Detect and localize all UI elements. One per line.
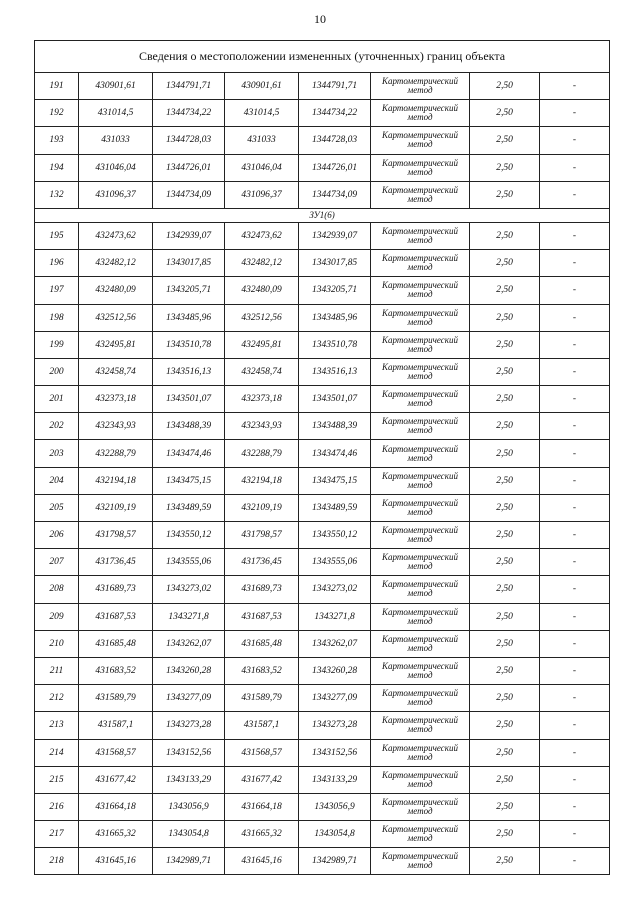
y-existing-cell: 1343277,09 xyxy=(153,685,225,712)
y-existing-cell: 1343550,12 xyxy=(153,522,225,549)
point-number-cell: 218 xyxy=(35,848,79,875)
x-new-cell: 432480,09 xyxy=(225,277,299,304)
x-existing-cell: 432343,93 xyxy=(79,413,153,440)
table-row xyxy=(35,549,610,576)
description-cell: - xyxy=(540,277,610,304)
table-row xyxy=(35,222,610,249)
description-cell: - xyxy=(540,522,610,549)
method-cell: Картометрический метод xyxy=(371,739,470,766)
precision-cell: 2,50 xyxy=(470,181,540,208)
point-number-cell: 195 xyxy=(35,222,79,249)
x-existing-cell: 431736,45 xyxy=(79,549,153,576)
method-cell: Картометрический метод xyxy=(371,358,470,385)
x-existing-cell: 431685,48 xyxy=(79,630,153,657)
table-row xyxy=(35,657,610,684)
description-cell: - xyxy=(540,766,610,793)
y-existing-cell: 1343555,06 xyxy=(153,549,225,576)
x-existing-cell: 431645,16 xyxy=(79,848,153,875)
table-row xyxy=(35,277,610,304)
point-number-cell: 193 xyxy=(35,127,79,154)
point-number-cell: 203 xyxy=(35,440,79,467)
point-number-cell: 196 xyxy=(35,250,79,277)
method-cell: Картометрический метод xyxy=(371,73,470,100)
x-new-cell: 431014,5 xyxy=(225,100,299,127)
description-cell: - xyxy=(540,793,610,820)
description-cell: - xyxy=(540,549,610,576)
y-new-cell: 1343152,56 xyxy=(299,739,371,766)
x-new-cell: 432288,79 xyxy=(225,440,299,467)
y-existing-cell: 1343260,28 xyxy=(153,657,225,684)
table-title-row xyxy=(35,41,610,73)
boundary-coordinates-table xyxy=(34,40,610,875)
point-number-cell: 198 xyxy=(35,304,79,331)
y-new-cell: 1344791,71 xyxy=(299,73,371,100)
precision-cell: 2,50 xyxy=(470,277,540,304)
x-new-cell: 431096,37 xyxy=(225,181,299,208)
x-existing-cell: 431014,5 xyxy=(79,100,153,127)
y-new-cell: 1343262,07 xyxy=(299,630,371,657)
description-cell: - xyxy=(540,358,610,385)
x-new-cell: 430901,61 xyxy=(225,73,299,100)
y-new-cell: 1343260,28 xyxy=(299,657,371,684)
precision-cell: 2,50 xyxy=(470,685,540,712)
x-new-cell: 431677,42 xyxy=(225,766,299,793)
x-new-cell: 432482,12 xyxy=(225,250,299,277)
precision-cell: 2,50 xyxy=(470,848,540,875)
section-label: ЗУ1(6) xyxy=(35,208,610,222)
method-cell: Картометрический метод xyxy=(371,331,470,358)
x-new-cell: 432373,18 xyxy=(225,386,299,413)
x-existing-cell: 432473,62 xyxy=(79,222,153,249)
y-existing-cell: 1343516,13 xyxy=(153,358,225,385)
x-new-cell: 431568,57 xyxy=(225,739,299,766)
point-number-cell: 214 xyxy=(35,739,79,766)
table-row xyxy=(35,739,610,766)
description-cell: - xyxy=(540,603,610,630)
y-existing-cell: 1343488,39 xyxy=(153,413,225,440)
x-new-cell: 431033 xyxy=(225,127,299,154)
table-row xyxy=(35,100,610,127)
table-row xyxy=(35,576,610,603)
method-cell: Картометрический метод xyxy=(371,181,470,208)
y-new-cell: 1343277,09 xyxy=(299,685,371,712)
x-new-cell: 431685,48 xyxy=(225,630,299,657)
table-row xyxy=(35,793,610,820)
x-new-cell: 432495,81 xyxy=(225,331,299,358)
y-new-cell: 1343273,28 xyxy=(299,712,371,739)
y-new-cell: 1343474,46 xyxy=(299,440,371,467)
x-existing-cell: 431677,42 xyxy=(79,766,153,793)
description-cell: - xyxy=(540,494,610,521)
table-row xyxy=(35,467,610,494)
point-number-cell: 191 xyxy=(35,73,79,100)
y-new-cell: 1343475,15 xyxy=(299,467,371,494)
point-number-cell: 210 xyxy=(35,630,79,657)
precision-cell: 2,50 xyxy=(470,766,540,793)
y-new-cell: 1342939,07 xyxy=(299,222,371,249)
y-existing-cell: 1343475,15 xyxy=(153,467,225,494)
description-cell: - xyxy=(540,304,610,331)
point-number-cell: 192 xyxy=(35,100,79,127)
y-new-cell: 1343205,71 xyxy=(299,277,371,304)
x-new-cell: 431736,45 xyxy=(225,549,299,576)
precision-cell: 2,50 xyxy=(470,222,540,249)
method-cell: Картометрический метод xyxy=(371,657,470,684)
precision-cell: 2,50 xyxy=(470,440,540,467)
x-existing-cell: 432480,09 xyxy=(79,277,153,304)
description-cell: - xyxy=(540,576,610,603)
point-number-cell: 213 xyxy=(35,712,79,739)
y-existing-cell: 1344734,09 xyxy=(153,181,225,208)
point-number-cell: 200 xyxy=(35,358,79,385)
method-cell: Картометрический метод xyxy=(371,304,470,331)
method-cell: Картометрический метод xyxy=(371,522,470,549)
table-row xyxy=(35,685,610,712)
x-existing-cell: 431689,73 xyxy=(79,576,153,603)
description-cell: - xyxy=(540,154,610,181)
x-new-cell: 431798,57 xyxy=(225,522,299,549)
x-new-cell: 431589,79 xyxy=(225,685,299,712)
point-number-cell: 206 xyxy=(35,522,79,549)
precision-cell: 2,50 xyxy=(470,154,540,181)
precision-cell: 2,50 xyxy=(470,712,540,739)
method-cell: Картометрический метод xyxy=(371,222,470,249)
x-existing-cell: 431683,52 xyxy=(79,657,153,684)
table-row xyxy=(35,821,610,848)
table-row xyxy=(35,127,610,154)
table-row xyxy=(35,386,610,413)
y-existing-cell: 1344734,22 xyxy=(153,100,225,127)
x-existing-cell: 431664,18 xyxy=(79,793,153,820)
point-number-cell: 132 xyxy=(35,181,79,208)
method-cell: Картометрический метод xyxy=(371,413,470,440)
y-existing-cell: 1343273,28 xyxy=(153,712,225,739)
precision-cell: 2,50 xyxy=(470,386,540,413)
point-number-cell: 212 xyxy=(35,685,79,712)
y-existing-cell: 1343485,96 xyxy=(153,304,225,331)
x-new-cell: 431645,16 xyxy=(225,848,299,875)
table-row xyxy=(35,440,610,467)
table-row xyxy=(35,250,610,277)
point-number-cell: 211 xyxy=(35,657,79,684)
y-new-cell: 1344728,03 xyxy=(299,127,371,154)
y-existing-cell: 1344791,71 xyxy=(153,73,225,100)
y-existing-cell: 1342989,71 xyxy=(153,848,225,875)
table-row xyxy=(35,358,610,385)
point-number-cell: 201 xyxy=(35,386,79,413)
description-cell: - xyxy=(540,250,610,277)
description-cell: - xyxy=(540,712,610,739)
y-new-cell: 1344726,01 xyxy=(299,154,371,181)
y-new-cell: 1343133,29 xyxy=(299,766,371,793)
precision-cell: 2,50 xyxy=(470,100,540,127)
description-cell: - xyxy=(540,440,610,467)
description-cell: - xyxy=(540,100,610,127)
table-row xyxy=(35,848,610,875)
x-existing-cell: 431587,1 xyxy=(79,712,153,739)
x-existing-cell: 432512,56 xyxy=(79,304,153,331)
x-new-cell: 432109,19 xyxy=(225,494,299,521)
point-number-cell: 216 xyxy=(35,793,79,820)
point-number-cell: 194 xyxy=(35,154,79,181)
x-new-cell: 431687,53 xyxy=(225,603,299,630)
method-cell: Картометрический метод xyxy=(371,154,470,181)
x-existing-cell: 431687,53 xyxy=(79,603,153,630)
x-existing-cell: 432482,12 xyxy=(79,250,153,277)
method-cell: Картометрический метод xyxy=(371,127,470,154)
y-new-cell: 1343054,8 xyxy=(299,821,371,848)
y-new-cell: 1343516,13 xyxy=(299,358,371,385)
x-new-cell: 431664,18 xyxy=(225,793,299,820)
description-cell: - xyxy=(540,331,610,358)
point-number-cell: 217 xyxy=(35,821,79,848)
x-new-cell: 432343,93 xyxy=(225,413,299,440)
y-new-cell: 1343510,78 xyxy=(299,331,371,358)
table-row xyxy=(35,154,610,181)
y-new-cell: 1343017,85 xyxy=(299,250,371,277)
y-new-cell: 1343489,59 xyxy=(299,494,371,521)
description-cell: - xyxy=(540,821,610,848)
x-existing-cell: 432288,79 xyxy=(79,440,153,467)
point-number-cell: 199 xyxy=(35,331,79,358)
x-existing-cell: 432194,18 xyxy=(79,467,153,494)
y-new-cell: 1343555,06 xyxy=(299,549,371,576)
x-existing-cell: 432458,74 xyxy=(79,358,153,385)
point-number-cell: 215 xyxy=(35,766,79,793)
precision-cell: 2,50 xyxy=(470,127,540,154)
y-existing-cell: 1344726,01 xyxy=(153,154,225,181)
description-cell: - xyxy=(540,657,610,684)
table-row xyxy=(35,413,610,440)
y-existing-cell: 1342939,07 xyxy=(153,222,225,249)
method-cell: Картометрический метод xyxy=(371,630,470,657)
point-number-cell: 208 xyxy=(35,576,79,603)
precision-cell: 2,50 xyxy=(470,358,540,385)
x-existing-cell: 431568,57 xyxy=(79,739,153,766)
section-row xyxy=(35,208,610,222)
table-row xyxy=(35,331,610,358)
precision-cell: 2,50 xyxy=(470,413,540,440)
precision-cell: 2,50 xyxy=(470,467,540,494)
method-cell: Картометрический метод xyxy=(371,467,470,494)
table-title: Сведения о местоположении измененных (уточненных) границ объекта xyxy=(35,41,610,73)
precision-cell: 2,50 xyxy=(470,331,540,358)
table-row xyxy=(35,181,610,208)
description-cell: - xyxy=(540,630,610,657)
method-cell: Картометрический метод xyxy=(371,793,470,820)
x-existing-cell: 431589,79 xyxy=(79,685,153,712)
x-existing-cell: 431665,32 xyxy=(79,821,153,848)
method-cell: Картометрический метод xyxy=(371,386,470,413)
precision-cell: 2,50 xyxy=(470,576,540,603)
method-cell: Картометрический метод xyxy=(371,440,470,467)
table-row xyxy=(35,522,610,549)
description-cell: - xyxy=(540,739,610,766)
method-cell: Картометрический метод xyxy=(371,100,470,127)
point-number-cell: 202 xyxy=(35,413,79,440)
method-cell: Картометрический метод xyxy=(371,277,470,304)
precision-cell: 2,50 xyxy=(470,522,540,549)
point-number-cell: 205 xyxy=(35,494,79,521)
x-existing-cell: 431046,04 xyxy=(79,154,153,181)
x-new-cell: 431683,52 xyxy=(225,657,299,684)
y-existing-cell: 1343501,07 xyxy=(153,386,225,413)
description-cell: - xyxy=(540,73,610,100)
x-existing-cell: 430901,61 xyxy=(79,73,153,100)
y-existing-cell: 1343017,85 xyxy=(153,250,225,277)
table-row xyxy=(35,603,610,630)
method-cell: Картометрический метод xyxy=(371,821,470,848)
precision-cell: 2,50 xyxy=(470,549,540,576)
y-existing-cell: 1343271,8 xyxy=(153,603,225,630)
description-cell: - xyxy=(540,413,610,440)
y-existing-cell: 1344728,03 xyxy=(153,127,225,154)
y-new-cell: 1344734,09 xyxy=(299,181,371,208)
method-cell: Картометрический метод xyxy=(371,603,470,630)
table-row xyxy=(35,494,610,521)
x-new-cell: 431587,1 xyxy=(225,712,299,739)
y-new-cell: 1342989,71 xyxy=(299,848,371,875)
table-row xyxy=(35,630,610,657)
y-new-cell: 1344734,22 xyxy=(299,100,371,127)
description-cell: - xyxy=(540,685,610,712)
method-cell: Картометрический метод xyxy=(371,576,470,603)
y-existing-cell: 1343489,59 xyxy=(153,494,225,521)
x-existing-cell: 432109,19 xyxy=(79,494,153,521)
x-existing-cell: 431033 xyxy=(79,127,153,154)
point-number-cell: 207 xyxy=(35,549,79,576)
y-new-cell: 1343273,02 xyxy=(299,576,371,603)
y-existing-cell: 1343205,71 xyxy=(153,277,225,304)
precision-cell: 2,50 xyxy=(470,494,540,521)
y-existing-cell: 1343056,9 xyxy=(153,793,225,820)
y-existing-cell: 1343273,02 xyxy=(153,576,225,603)
page-number: 10 xyxy=(314,12,326,26)
x-existing-cell: 431096,37 xyxy=(79,181,153,208)
precision-cell: 2,50 xyxy=(470,304,540,331)
y-existing-cell: 1343474,46 xyxy=(153,440,225,467)
description-cell: - xyxy=(540,848,610,875)
y-new-cell: 1343271,8 xyxy=(299,603,371,630)
x-existing-cell: 432495,81 xyxy=(79,331,153,358)
x-new-cell: 432458,74 xyxy=(225,358,299,385)
table-row xyxy=(35,766,610,793)
point-number-cell: 197 xyxy=(35,277,79,304)
table-row xyxy=(35,712,610,739)
method-cell: Картометрический метод xyxy=(371,549,470,576)
method-cell: Картометрический метод xyxy=(371,712,470,739)
method-cell: Картометрический метод xyxy=(371,685,470,712)
precision-cell: 2,50 xyxy=(470,630,540,657)
y-existing-cell: 1343054,8 xyxy=(153,821,225,848)
precision-cell: 2,50 xyxy=(470,821,540,848)
description-cell: - xyxy=(540,467,610,494)
x-new-cell: 431689,73 xyxy=(225,576,299,603)
x-existing-cell: 432373,18 xyxy=(79,386,153,413)
point-number-cell: 204 xyxy=(35,467,79,494)
method-cell: Картометрический метод xyxy=(371,250,470,277)
description-cell: - xyxy=(540,181,610,208)
x-new-cell: 431665,32 xyxy=(225,821,299,848)
method-cell: Картометрический метод xyxy=(371,494,470,521)
y-existing-cell: 1343262,07 xyxy=(153,630,225,657)
table-row xyxy=(35,304,610,331)
table-row xyxy=(35,73,610,100)
x-new-cell: 432194,18 xyxy=(225,467,299,494)
y-new-cell: 1343485,96 xyxy=(299,304,371,331)
x-existing-cell: 431798,57 xyxy=(79,522,153,549)
precision-cell: 2,50 xyxy=(470,603,540,630)
method-cell: Картометрический метод xyxy=(371,766,470,793)
y-new-cell: 1343488,39 xyxy=(299,413,371,440)
x-new-cell: 432512,56 xyxy=(225,304,299,331)
description-cell: - xyxy=(540,386,610,413)
y-new-cell: 1343056,9 xyxy=(299,793,371,820)
y-existing-cell: 1343152,56 xyxy=(153,739,225,766)
precision-cell: 2,50 xyxy=(470,657,540,684)
y-existing-cell: 1343510,78 xyxy=(153,331,225,358)
precision-cell: 2,50 xyxy=(470,793,540,820)
description-cell: - xyxy=(540,222,610,249)
precision-cell: 2,50 xyxy=(470,250,540,277)
precision-cell: 2,50 xyxy=(470,73,540,100)
description-cell: - xyxy=(540,127,610,154)
table-body xyxy=(35,41,610,875)
y-new-cell: 1343550,12 xyxy=(299,522,371,549)
y-new-cell: 1343501,07 xyxy=(299,386,371,413)
y-existing-cell: 1343133,29 xyxy=(153,766,225,793)
x-new-cell: 431046,04 xyxy=(225,154,299,181)
method-cell: Картометрический метод xyxy=(371,848,470,875)
x-new-cell: 432473,62 xyxy=(225,222,299,249)
precision-cell: 2,50 xyxy=(470,739,540,766)
point-number-cell: 209 xyxy=(35,603,79,630)
